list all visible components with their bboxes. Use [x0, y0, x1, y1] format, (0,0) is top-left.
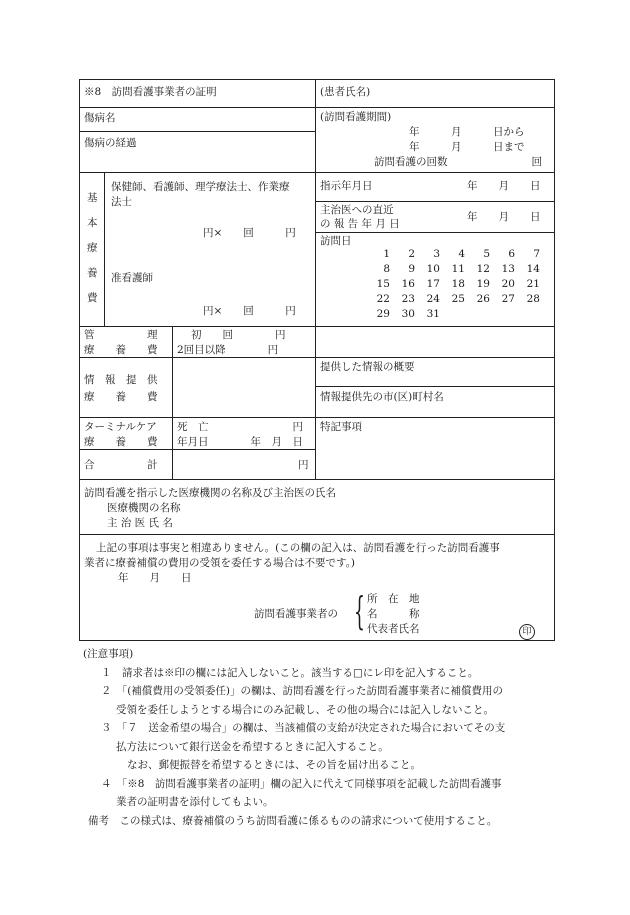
basic-fee-char: 本	[87, 217, 98, 229]
calendar-day: 1	[383, 248, 390, 260]
row-line	[79, 357, 555, 358]
total-label: 合 計	[84, 459, 158, 471]
info-dest-label: 情報提供先の市(区)町村名	[320, 391, 444, 403]
remarks: 備考 この様式は、療養補償のうち訪問看護に係るものの請求について使用すること。	[88, 814, 498, 827]
calendar-day: 25	[451, 293, 465, 305]
note-item-cont: なお、郵便振替を希望するときには、その旨を届け出ること。	[127, 759, 421, 771]
note-item: ２ 「(補償費用の受領委任)」の欄は、訪問看護を行った訪問看護事業者に補償費用の	[101, 685, 503, 697]
basic-fee-char: 療	[87, 242, 98, 254]
calendar-day: 8	[383, 263, 390, 275]
name-label: 名 称	[367, 608, 420, 620]
mgmt-fee-label: 管 理	[84, 329, 158, 341]
doctor-report-label-cont: の 報 告 年 月 日	[320, 218, 400, 230]
address-label: 所 在 地	[367, 593, 420, 605]
declaration-text-cont: 業者に療養補償の費用の受領を委任する場合は不要です。)	[84, 557, 356, 569]
basic-fee-char: 基	[87, 192, 98, 204]
calendar-day: 13	[501, 263, 515, 275]
doctor-report-value: 年 月 日	[467, 211, 541, 223]
course-label: 傷病の経過	[84, 137, 137, 149]
mgmt-second-visit: 2回目以降 円	[177, 344, 279, 356]
calendar-day: 19	[476, 278, 490, 290]
period-to: 年 月 日まで	[409, 141, 525, 153]
doctor-name-label: 主 治 医 氏 名	[107, 517, 173, 529]
representative-label: 代表者氏名	[367, 623, 420, 635]
facility-heading: 訪問看護を指示した医療機関の名称及び主治医の氏名	[84, 487, 336, 499]
patient-name-label: (患者氏名)	[320, 86, 371, 98]
brace-icon: {	[354, 589, 365, 633]
row-line	[79, 449, 315, 450]
info-summary-label: 提供した情報の概要	[320, 361, 415, 373]
declaration-text: 上記の事項は事実と相違ありません。(この欄の記入は、訪問看護を行った訪問看護事	[96, 542, 500, 554]
calendar-day: 23	[401, 293, 415, 305]
calendar-day: 3	[433, 248, 440, 260]
nurse-label: 保健師、看護師、理学療法士、作業療	[111, 181, 290, 193]
row-line	[79, 107, 555, 108]
declaration-date: 年 月 日	[118, 572, 192, 584]
calendar-day: 10	[426, 263, 440, 275]
label-column-divider	[172, 326, 173, 479]
terminal-fee-label: ターミナルケア	[84, 421, 157, 433]
terminal-fee-label-cont: 療 養 費	[84, 436, 158, 448]
calendar-day: 6	[508, 248, 515, 260]
mgmt-first-visit: 初 回 円	[191, 329, 286, 341]
special-notes-label: 特記事項	[320, 421, 362, 433]
calendar-day: 11	[451, 263, 465, 275]
calendar-day: 27	[501, 293, 515, 305]
seal-icon: 印	[519, 624, 535, 640]
info-fee-label: 情 報 提 供	[84, 374, 158, 386]
basic-fee-char: 養	[87, 267, 98, 279]
calendar-day: 2	[408, 248, 415, 260]
row-line	[79, 417, 555, 418]
total-unit: 円	[298, 459, 309, 471]
row-line	[79, 479, 555, 480]
assoc-nurse-label: 准看護師	[111, 272, 153, 284]
notes-section	[79, 645, 559, 830]
calendar-day: 30	[401, 308, 415, 320]
row-line	[79, 534, 555, 535]
death-date: 年月日 年 月 日	[177, 436, 303, 448]
note-item: ４ 「※8 訪問看護事業者の証明」欄の記入に代えて同様事項を記載した訪問看護事	[101, 777, 502, 790]
cert-header: ※8 訪問看護事業者の証明	[84, 86, 217, 98]
calendar-day: 28	[526, 293, 540, 305]
visit-count: 訪問看護の回数 回	[374, 156, 542, 168]
nurse-label-cont: 法士	[111, 196, 132, 208]
row-line	[79, 172, 555, 173]
row-line	[315, 201, 555, 202]
calendar-day: 21	[526, 278, 540, 290]
note-item-cont: 受領を委任しようとする場合にのみ記載し、その他の場合には記入しないこと。	[116, 703, 494, 716]
disease-label: 傷病名	[84, 112, 116, 124]
facility-name-label: 医療機関の名称	[107, 502, 181, 514]
calendar-day: 18	[451, 278, 465, 290]
basic-fee-char: 費	[87, 292, 98, 304]
instruction-date-label: 指示年月日	[320, 180, 373, 192]
doctor-report-label: 主治医への直近	[320, 204, 394, 216]
calendar-day: 5	[483, 248, 490, 260]
row-line	[315, 386, 555, 387]
calendar-day: 22	[376, 293, 390, 305]
info-fee-label-cont: 療 養 費	[84, 391, 158, 403]
calendar-day: 7	[533, 248, 540, 260]
assoc-nurse-fee: 円× 回 円	[203, 305, 296, 317]
calendar-day: 12	[476, 263, 490, 275]
note-item: ３ 「７ 送金希望の場合」の欄は、当該補償の支給が決定された場合においてその支	[101, 722, 506, 734]
period-from: 年 月 日から	[409, 126, 525, 138]
column-divider	[315, 79, 316, 479]
visit-days-label: 訪問日	[320, 235, 352, 247]
note-item: １ 請求者は※印の欄には記入しないこと。該当する□にレ印を記入すること。	[101, 666, 479, 679]
calendar-day: 24	[426, 293, 440, 305]
nurse-fee: 円× 回 円	[203, 227, 296, 239]
row-line	[315, 232, 555, 233]
death-label: 死 亡 円	[177, 421, 303, 433]
calendar-day: 20	[501, 278, 515, 290]
period-label: (訪問看護期間)	[320, 111, 392, 123]
calendar-day: 4	[458, 248, 465, 260]
calendar-day: 9	[408, 263, 415, 275]
row-line	[79, 131, 315, 132]
note-item-cont: 業者の証明書を添付してもよい。	[116, 796, 274, 808]
calendar-day: 16	[401, 278, 415, 290]
note-item-cont: 払方法について銀行送金を希望するときに記入すること。	[116, 740, 389, 753]
calendar-day: 26	[476, 293, 490, 305]
calendar-day: 15	[376, 278, 390, 290]
calendar-day: 29	[376, 308, 390, 320]
basic-fee-label-divider	[104, 172, 105, 326]
notes-title: (注意事項)	[83, 648, 134, 660]
calendar-day: 31	[426, 308, 440, 320]
mgmt-fee-label-cont: 療 養 費	[84, 344, 158, 356]
instruction-date-value: 年 月 日	[467, 180, 541, 192]
calendar-day: 14	[526, 263, 540, 275]
provider-label: 訪問看護事業者の	[254, 608, 338, 620]
row-line	[79, 326, 555, 327]
calendar-day: 17	[426, 278, 440, 290]
